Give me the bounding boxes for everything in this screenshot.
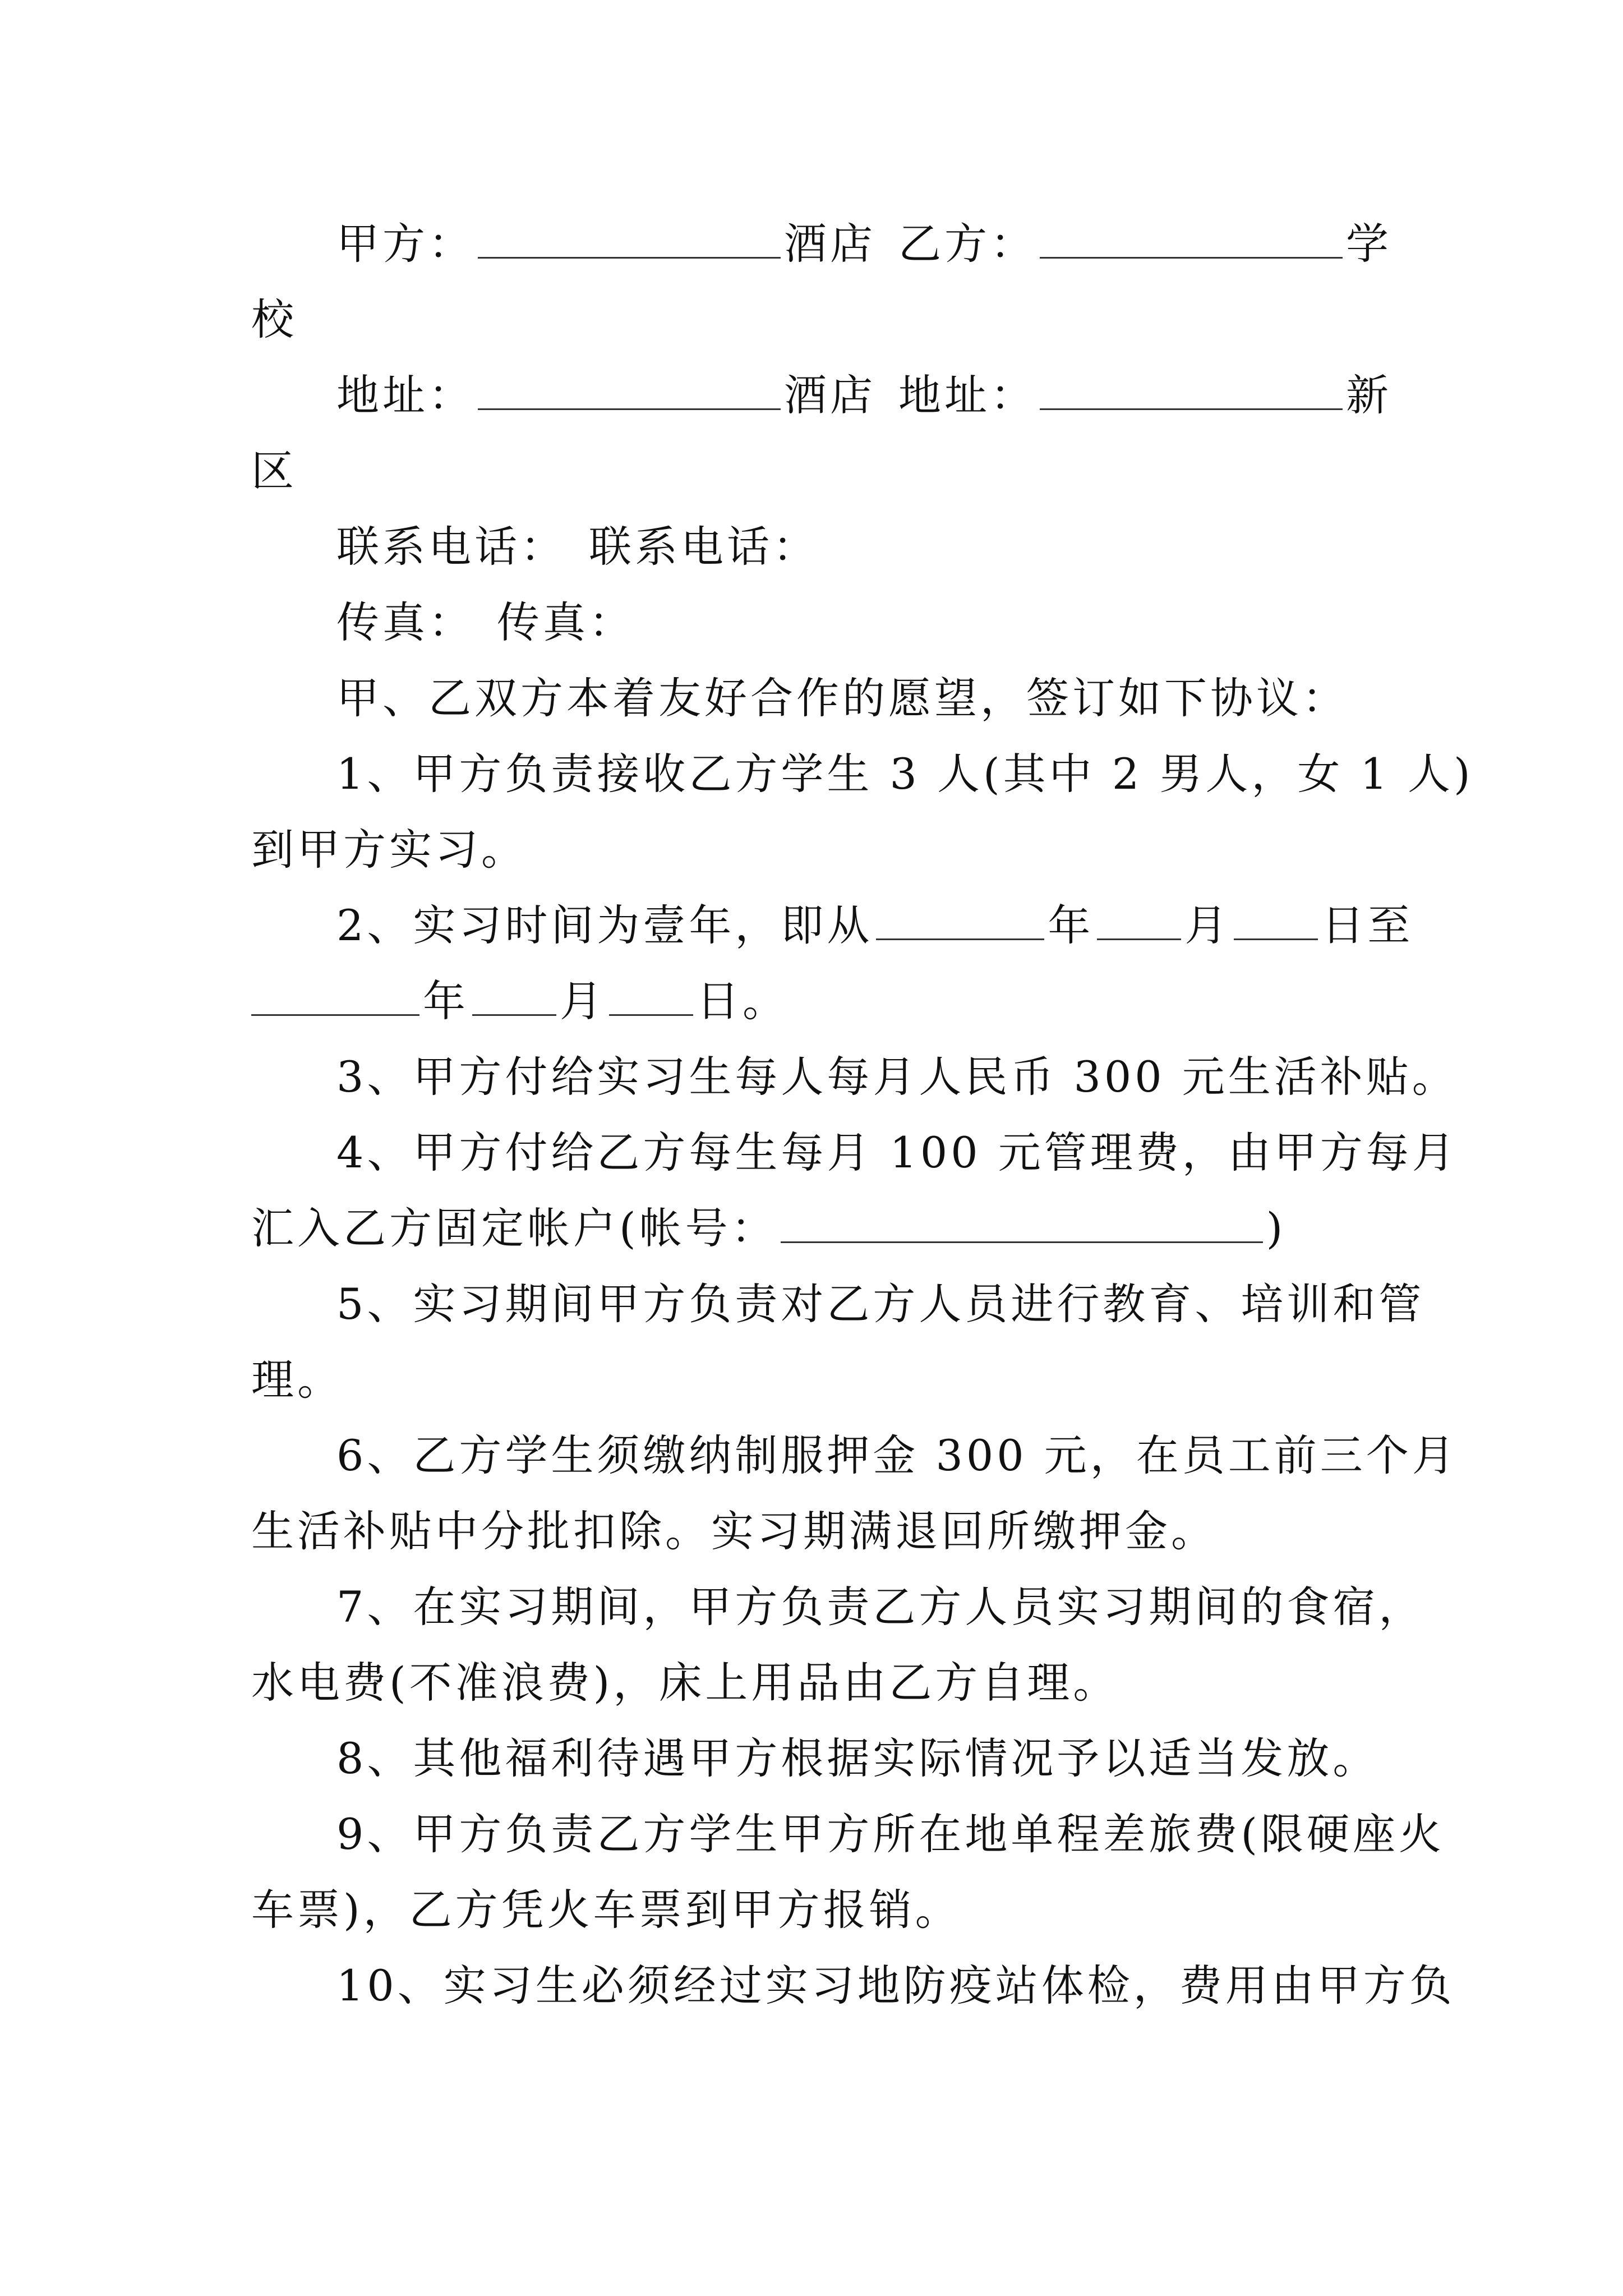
start-year-label: 年 bbox=[1048, 900, 1094, 950]
item-2-line-1 bbox=[336, 898, 1414, 954]
item-9-line-2: 车票)，乙方凭火车票到甲方报销。 bbox=[251, 1885, 961, 1935]
item-1-line-1: 1、甲方负责接收乙方学生 3 人(其中 2 男人，女 1 人) bbox=[336, 749, 1474, 799]
intro-paragraph: 甲、乙双方本着友好合作的愿望，签订如下协议： bbox=[336, 673, 1348, 723]
party-b-suffix-2: 校 bbox=[251, 295, 297, 344]
end-year-label: 年 bbox=[423, 976, 469, 1026]
item-4-suffix: ) bbox=[1266, 1203, 1287, 1253]
item-4-prefix: 汇入乙方固定帐户(帐号： bbox=[251, 1203, 777, 1253]
party-a-label: 甲方： bbox=[336, 219, 474, 269]
party-line bbox=[336, 216, 1392, 272]
item-2-line-2 bbox=[251, 973, 1384, 1029]
fax-b-label: 传真： bbox=[497, 597, 635, 647]
item-6-line-2: 生活补贴中分批扣除。实习期满退回所缴押金。 bbox=[251, 1506, 1217, 1556]
item-3: 3、甲方付给实习生每人每月人民币 300 元生活补贴。 bbox=[336, 1052, 1458, 1102]
start-day-blank bbox=[1234, 904, 1318, 940]
item-10-line-1: 10、实习生必须经过实习地防疫站体检，费用由甲方负 bbox=[336, 1961, 1455, 2010]
address-b-suffix-1: 新 bbox=[1346, 370, 1392, 420]
item-4-line-2 bbox=[251, 1200, 1384, 1257]
start-year-blank bbox=[876, 904, 1044, 940]
end-year-blank bbox=[251, 979, 419, 1016]
item-8: 8、其他福利待遇甲方根据实际情况予以适当发放。 bbox=[336, 1733, 1379, 1783]
end-month-blank bbox=[472, 979, 556, 1016]
item-5-line-1: 5、实习期间甲方负责对乙方人员进行教育、培训和管 bbox=[336, 1279, 1425, 1329]
start-month-blank bbox=[1097, 904, 1181, 940]
address-line-cont bbox=[251, 443, 1384, 499]
start-day-label: 日至 bbox=[1321, 900, 1414, 950]
item-7-line-2: 水电费(不准浪费)，床上用品由乙方自理。 bbox=[251, 1658, 1119, 1708]
item-9-line-1: 9、甲方负责乙方学生甲方所在地单程差旅费(限硬座火 bbox=[336, 1809, 1445, 1859]
item-6-line-1: 6、乙方学生须缴纳制服押金 300 元，在员工前三个月 bbox=[336, 1430, 1458, 1480]
end-month-label: 月 bbox=[560, 976, 606, 1026]
item-7-line-1: 7、在实习期间，甲方负责乙方人员实习期间的食宿， bbox=[336, 1582, 1425, 1632]
item-2-prefix: 2、实习时间为壹年，即从 bbox=[336, 900, 873, 950]
phone-a-label: 联系电话： bbox=[336, 522, 566, 572]
address-b-suffix-2: 区 bbox=[251, 446, 297, 496]
party-a-blank bbox=[478, 222, 781, 259]
fax-a-label: 传真： bbox=[336, 597, 474, 647]
start-month-label: 月 bbox=[1184, 900, 1231, 950]
party-b-suffix-1: 学 bbox=[1346, 219, 1392, 269]
address-b-blank bbox=[1040, 374, 1343, 410]
item-5-line-2: 理。 bbox=[251, 1355, 343, 1405]
item-1-line-2: 到甲方实习。 bbox=[251, 825, 527, 875]
item-4-line-1: 4、甲方付给乙方每生每月 100 元管理费，由甲方每月 bbox=[336, 1128, 1458, 1177]
address-a-blank bbox=[478, 374, 781, 410]
phone-line bbox=[336, 519, 1385, 575]
phone-b-label: 联系电话： bbox=[589, 522, 819, 572]
address-a-suffix: 酒店 bbox=[784, 370, 876, 420]
address-b-label: 地址： bbox=[898, 370, 1036, 420]
party-b-label: 乙方： bbox=[898, 219, 1036, 269]
account-number-blank bbox=[781, 1207, 1263, 1243]
party-line-cont bbox=[251, 292, 1384, 348]
party-b-blank bbox=[1040, 222, 1343, 259]
fax-line bbox=[336, 595, 1385, 651]
address-line bbox=[336, 367, 1392, 424]
address-a-label: 地址： bbox=[336, 370, 474, 420]
end-day-label: 日。 bbox=[697, 976, 789, 1026]
party-a-suffix: 酒店 bbox=[784, 219, 876, 269]
end-day-blank bbox=[609, 979, 693, 1016]
